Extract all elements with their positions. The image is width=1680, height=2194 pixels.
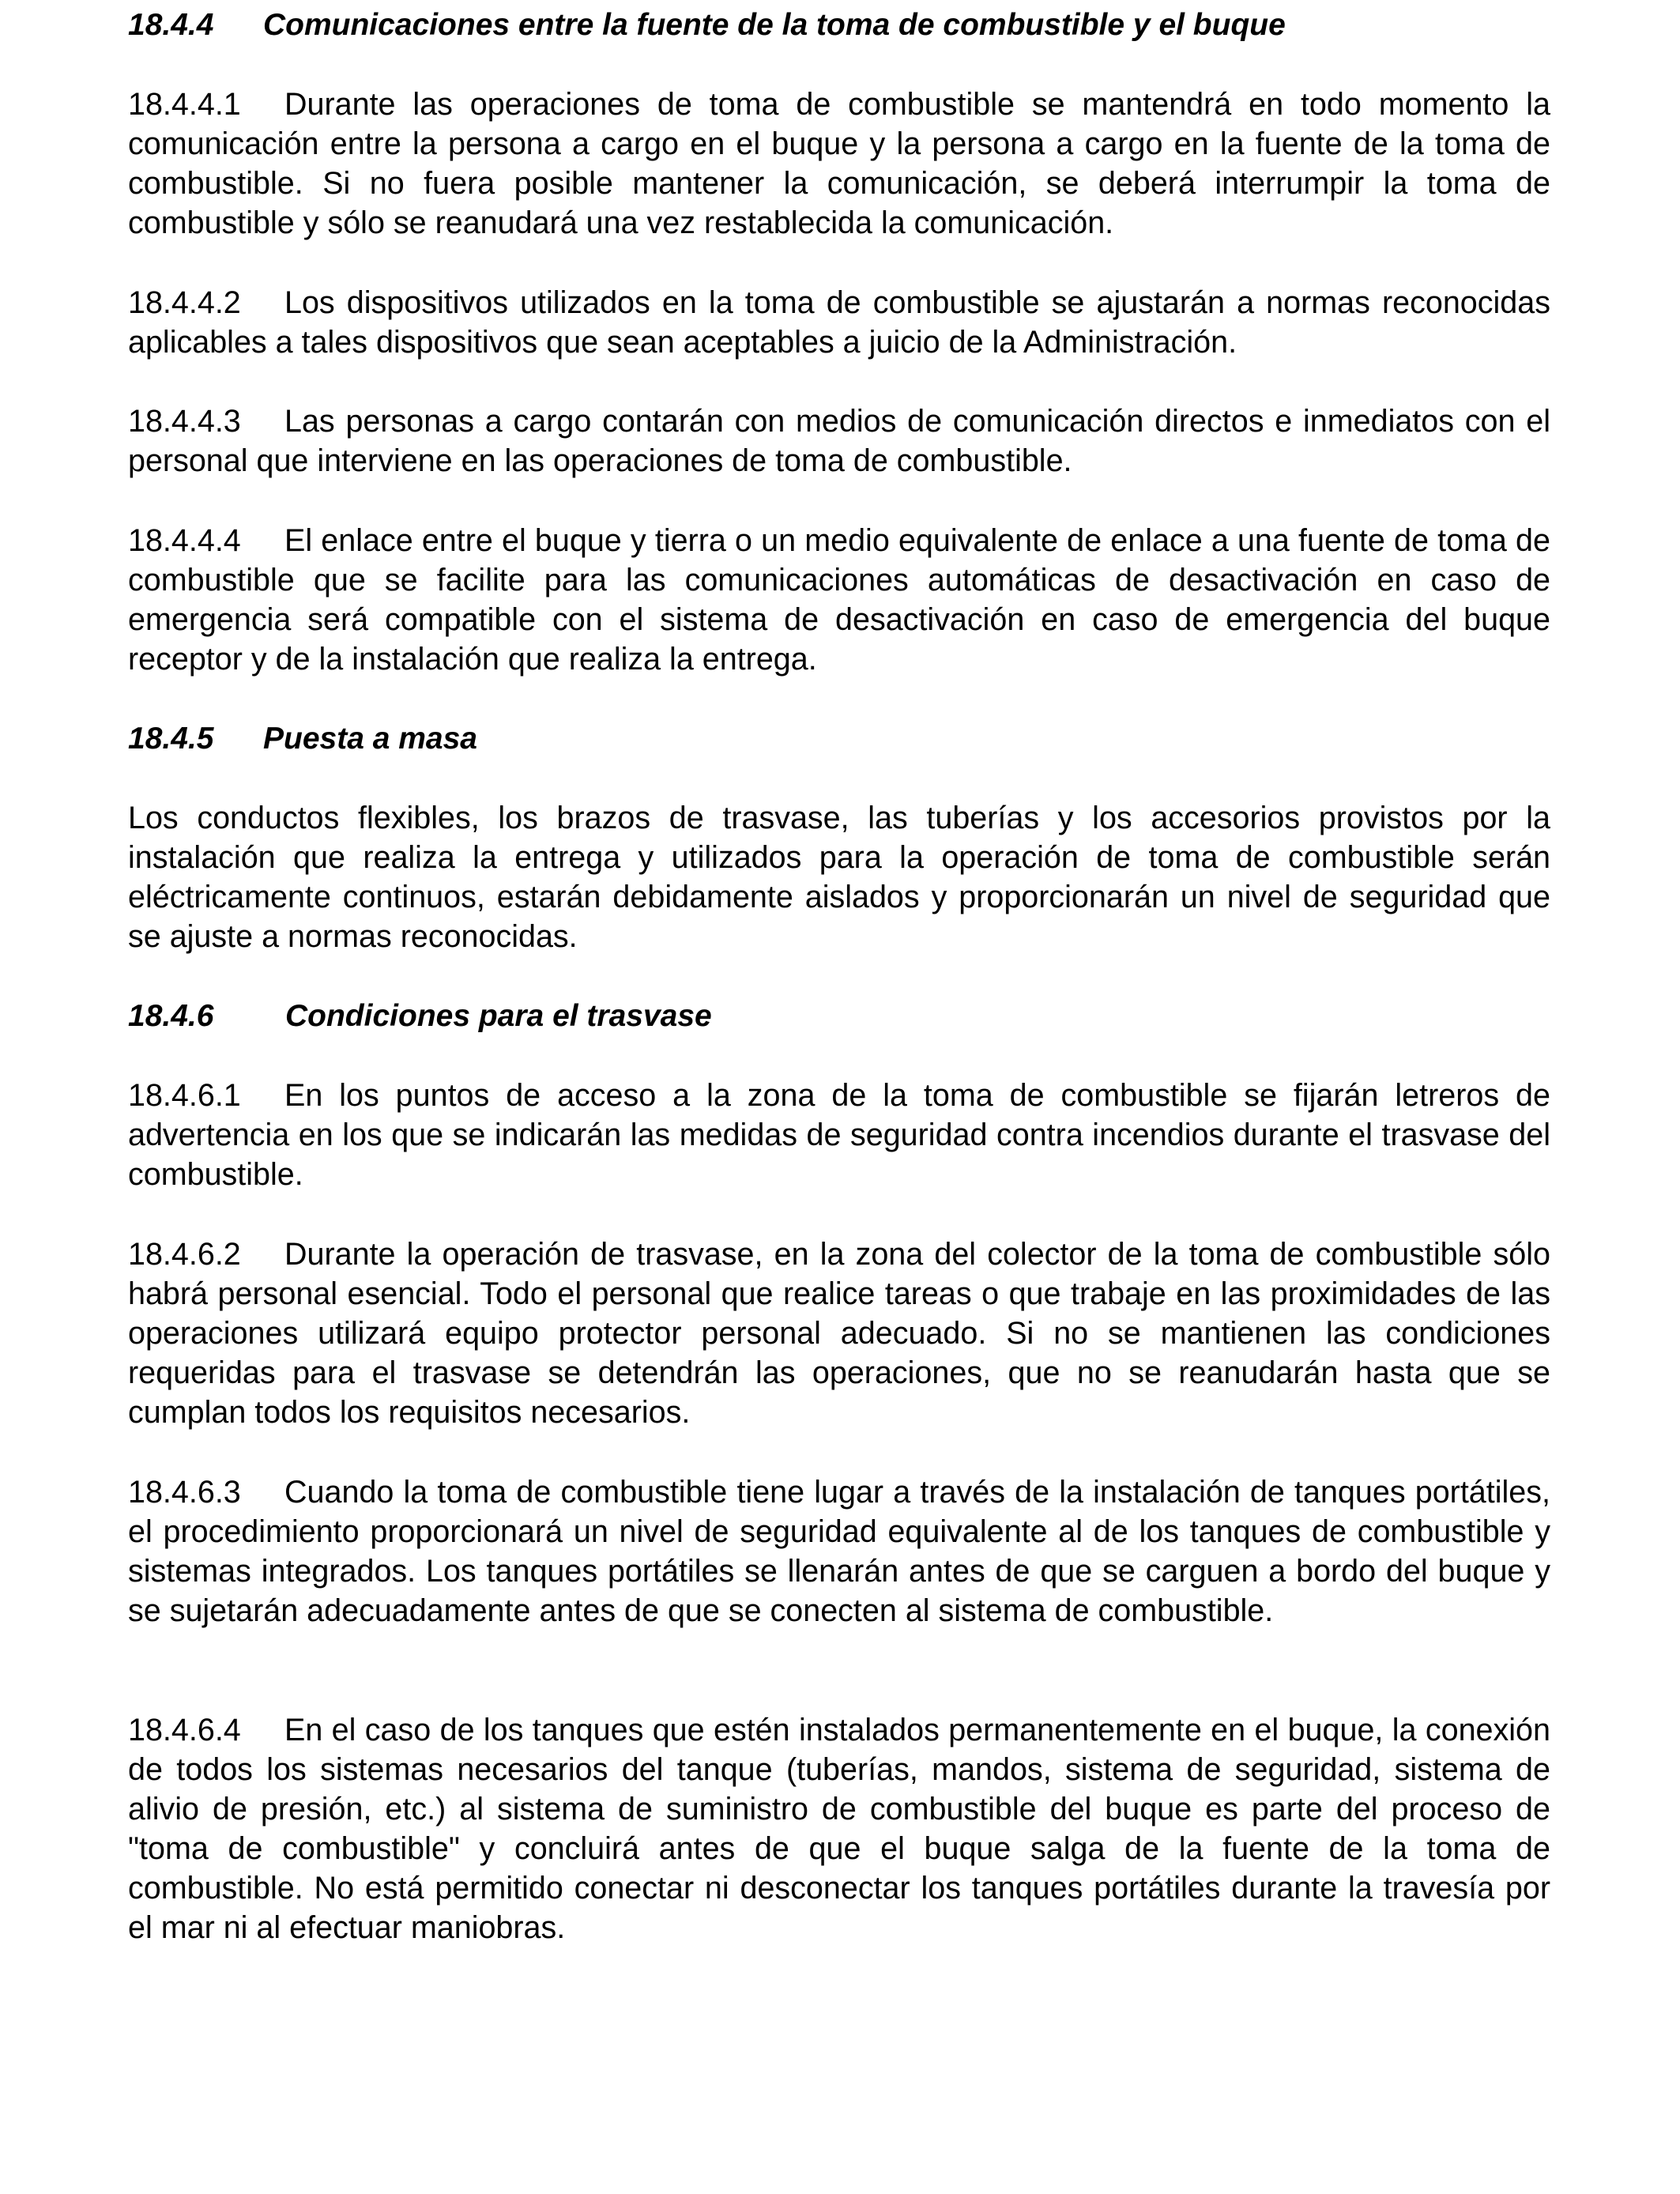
paragraph-18-4-4-4: [128, 521, 1550, 679]
section-heading-18-4-5: [128, 719, 477, 759]
paragraph-18-4-5: [128, 798, 1550, 956]
section-number: 18.4.6: [128, 999, 214, 1033]
paragraph-number: 18.4.4.3: [128, 404, 241, 439]
section-heading-18-4-4: [128, 6, 1286, 45]
paragraph-18-4-6-2: [128, 1235, 1550, 1432]
paragraph-text: El enlace entre el buque y tierra o un medio equivalente de enlace a una fuente de toma de combustible que se facilite para las comunicaciones automáticas de desactivación en caso de emergencia será compatible con el sistema de desactivación en caso de emergencia del buque receptor y de la instalación que realiza la entrega.: [128, 523, 1550, 677]
paragraph-text: Cuando la toma de combustible tiene lugar a través de la instalación de tanques portátiles, el procedimiento proporcionará un nivel de seguridad equivalente al de los tanques de combustible y sistemas integrados. Los tanques portátiles se llenarán antes de que se carguen a bordo del buque y se sujetarán adecuadamente antes de que se conecten al sistema de combustible.: [128, 1475, 1550, 1628]
paragraph-number: 18.4.6.2: [128, 1237, 241, 1272]
paragraph-number: 18.4.4.2: [128, 285, 241, 320]
section-heading-18-4-6: [128, 997, 712, 1036]
section-title: Comunicaciones entre la fuente de la toma de combustible y el buque: [263, 8, 1286, 42]
paragraph-18-4-6-4: [128, 1710, 1550, 1947]
paragraph-text: Durante la operación de trasvase, en la zona del colector de la toma de combustible sólo habrá personal esencial. Todo el personal que realice tareas o que trabaje en las proximidades de las operaciones utilizará equipo protector personal adecuado. Si no se mantienen las condiciones requeridas para el trasvase se detendrán las operaciones, que no se reanudarán hasta que se cumplan todos los requisitos necesarios.: [128, 1237, 1550, 1430]
paragraph-18-4-4-2: [128, 283, 1550, 362]
section-number: 18.4.4: [128, 8, 214, 42]
paragraph-text: Los conductos flexibles, los brazos de trasvase, las tuberías y los accesorios provistos por la instalación que realiza la entrega y utilizados para la operación de toma de combustible serán eléctricamente continuos, estarán debidamente aislados y proporcionarán un nivel de seguridad que se ajuste a normas reconocidas.: [128, 801, 1550, 954]
paragraph-number: 18.4.4.4: [128, 523, 241, 558]
paragraph-18-4-6-3: [128, 1472, 1550, 1630]
paragraph-number: 18.4.6.3: [128, 1475, 241, 1510]
paragraph-18-4-4-1: [128, 85, 1550, 243]
paragraph-number: 18.4.6.4: [128, 1713, 241, 1747]
section-title: Puesta a masa: [263, 722, 478, 756]
paragraph-18-4-6-1: [128, 1076, 1550, 1194]
section-number: 18.4.5: [128, 722, 214, 756]
paragraph-text: En los puntos de acceso a la zona de la toma de combustible se fijarán letreros de advertencia en los que se indicarán las medidas de seguridad contra incendios durante el trasvase del combustible.: [128, 1078, 1550, 1192]
paragraph-number: 18.4.6.1: [128, 1078, 241, 1113]
paragraph-number: 18.4.4.1: [128, 87, 241, 122]
paragraph-text: En el caso de los tanques que estén instalados permanentemente en el buque, la conexión de todos los sistemas necesarios del tanque (tuberías, mandos, sistema de seguridad, sistema de alivio de presión, etc.) al sistema de suministro de combustible del buque es parte del proceso de "toma de combustible" y concluirá antes de que el buque salga de la fuente de la toma de combustible. No está permitido conectar ni desconectar los tanques portátiles durante la travesía por el mar ni al efectuar maniobras.: [128, 1713, 1550, 1945]
paragraph-18-4-4-3: [128, 401, 1550, 481]
section-title: Condiciones para el trasvase: [285, 999, 712, 1033]
paragraph-text: Durante las operaciones de toma de combustible se mantendrá en todo momento la comunicación entre la persona a cargo en el buque y la persona a cargo en la fuente de la toma de combustible. Si no fuera posible mantener la comunicación, se deberá interrumpir la toma de combustible y sólo se reanudará una vez restablecida la comunicación.: [128, 87, 1550, 240]
paragraph-text: Las personas a cargo contarán con medios de comunicación directos e inmediatos con el personal que interviene en las operaciones de toma de combustible.: [128, 404, 1550, 478]
paragraph-text: Los dispositivos utilizados en la toma de combustible se ajustarán a normas reconocidas aplicables a tales dispositivos que sean aceptables a juicio de la Administración.: [128, 285, 1550, 360]
